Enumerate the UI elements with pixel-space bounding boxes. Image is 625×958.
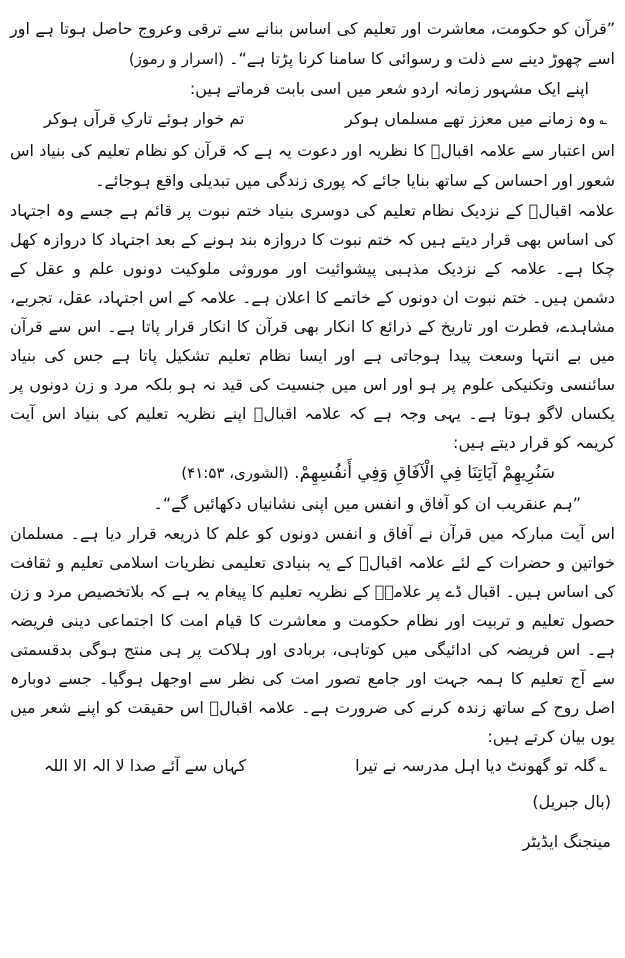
- quran-verse-reference: (الشوری، ۴۱:۵۳): [181, 464, 289, 482]
- couplet-second: [10, 751, 615, 783]
- quran-verse: [10, 457, 615, 489]
- signature-byline: مینجنگ ایڈیٹر: [522, 832, 611, 851]
- opening-quote-text: ”قرآن کو حکومت، معاشرت اور تعلیم کی اساس بنانے سے ترقی وعروج حاصل ہوتا ہے اور اسے چھوڑ دینے سے ذلت و رسوائی کا سامنا کرنا پڑتا ہے“۔: [10, 19, 615, 68]
- quran-verse-arabic: سَنُرِيهِمْ آيَاتِنَا فِي الْآفَاقِ وَفِي أَنفُسِهِمْ.: [294, 463, 555, 483]
- couplet-mark: ؎: [599, 760, 607, 775]
- paragraph-1: اس اعتبار سے علامہ اقبالؒ کا نظریہ اور دعوت یہ ہے کہ قرآن کو نظام تعلیم کی بنیاد اس شعور اور احساس کے ساتھ بنایا جائے کہ پوری زندگی میں تبدیلی واقع ہوجائے۔: [10, 141, 615, 190]
- opening-quote: [10, 14, 615, 74]
- couplet-second-line-1: گلہ تو گھونٹ دیا اہل مدرسہ نے تیرا: [355, 756, 596, 775]
- couplet-first-hemistich-1: [345, 104, 607, 136]
- paragraph-2: علامہ اقبالؒ کے نزدیک نظام تعلیم کی دوسری بنیاد ختم نبوت پر قائم ہے جسے وہ اجتہاد کی اساس بھی قرار دیتے ہیں کہ ختم نبوت کا دروازہ بند ہونے کے بعد اجتہاد کا دروازہ کھل چکا ہے۔ علامہ کے نزدیک مذہبی پیشوائیت اور موروثی ملوکیت دونوں علم و عقل کے دشمن ہیں۔ ختم نبوت ان دونوں کے خاتمے کا اعلان ہے۔ علامہ کے اس اجتہاد، عقل، تجربے، مشاہدے، فطرت اور تاریخ کے ذرائع کا انکار بھی قرآن کا انکار قرار پاتا ہے۔ اس سے قرآن میں بے انتہا وسعت پیدا ہوجاتی ہے اور ایسا نظام تعلیم تشکیل پاتا ہے جس کی بنیاد سائنسی وتکنیکی علوم پر ہو اور اس میں جنسیت کی قید نہ ہو بلکہ مرد و زن دونوں پر یکساں لاگو ہوتا ہے۔ یہی وجہ ہے کہ علامہ اقبالؒ اپنے نظریہ تعلیم کی بنیاد اس آیت کریمہ کو قرار دیتے ہیں:: [10, 201, 615, 452]
- verse-translation: ”ہم عنقریب ان کو آفاق و انفس میں اپنی نشانیاں دکھائیں گے“۔: [153, 494, 581, 513]
- couplet-first-hemistich-2: تم خوار ہوئے تارکِ قرآں ہوکر: [44, 109, 245, 128]
- couplet-second-hemistich-1: [355, 751, 607, 783]
- opening-reference: (اسرار و رموز): [128, 50, 224, 68]
- couplet-second-hemistich-2: کہاں سے آئے صدا لا الہ الا اللہ: [44, 756, 247, 775]
- intro-line: اپنے ایک مشہور زمانہ اردو شعر میں اسی بابت فرماتے ہیں:: [189, 79, 589, 98]
- couplet-source: (بال جبریل): [532, 792, 611, 811]
- couplet-first-line-1: وہ زمانے میں معزز تھے مسلماں ہوکر: [345, 109, 596, 128]
- couplet-first: [10, 104, 615, 136]
- paragraph-3: اس آیت مبارکہ میں قرآن نے آفاق و انفس دونوں کو علم کا ذریعہ قرار دیا ہے۔ مسلمان خواتین و حضرات کے لئے علامہ اقبالؒ کے یہ بنیادی تعلیمی نظریات اسلامی تعلیم و ثقافت کی اساس ہیں۔ اقبال ڈے پر علامہؒ کے نظریہ تعلیم کا پیغام یہ ہے کہ بلاتخصیص مرد و زن حصول تعلیم و تربیت اور نظام حکومت و معاشرت کا قیام امت کا اجتماعی دینی فریضہ ہے۔ اس فریضہ کی ادائیگی میں کوتاہی، بربادی اور ہلاکت پر ہی منتج ہوگی بدقسمتی سے آج تعلیم کا ہمہ جہت اور جامع تصور امت کی نظر سے اوجھل ہوگیا۔ جسے دوبارہ اصل روح کے ساتھ زندہ کرنے کی ضرورت ہے۔ علامہ اقبالؒ اس حقیقت کو اپنے شعر میں یوں بیان کرتے ہیں:: [10, 524, 615, 746]
- couplet-mark: ؎: [599, 113, 607, 128]
